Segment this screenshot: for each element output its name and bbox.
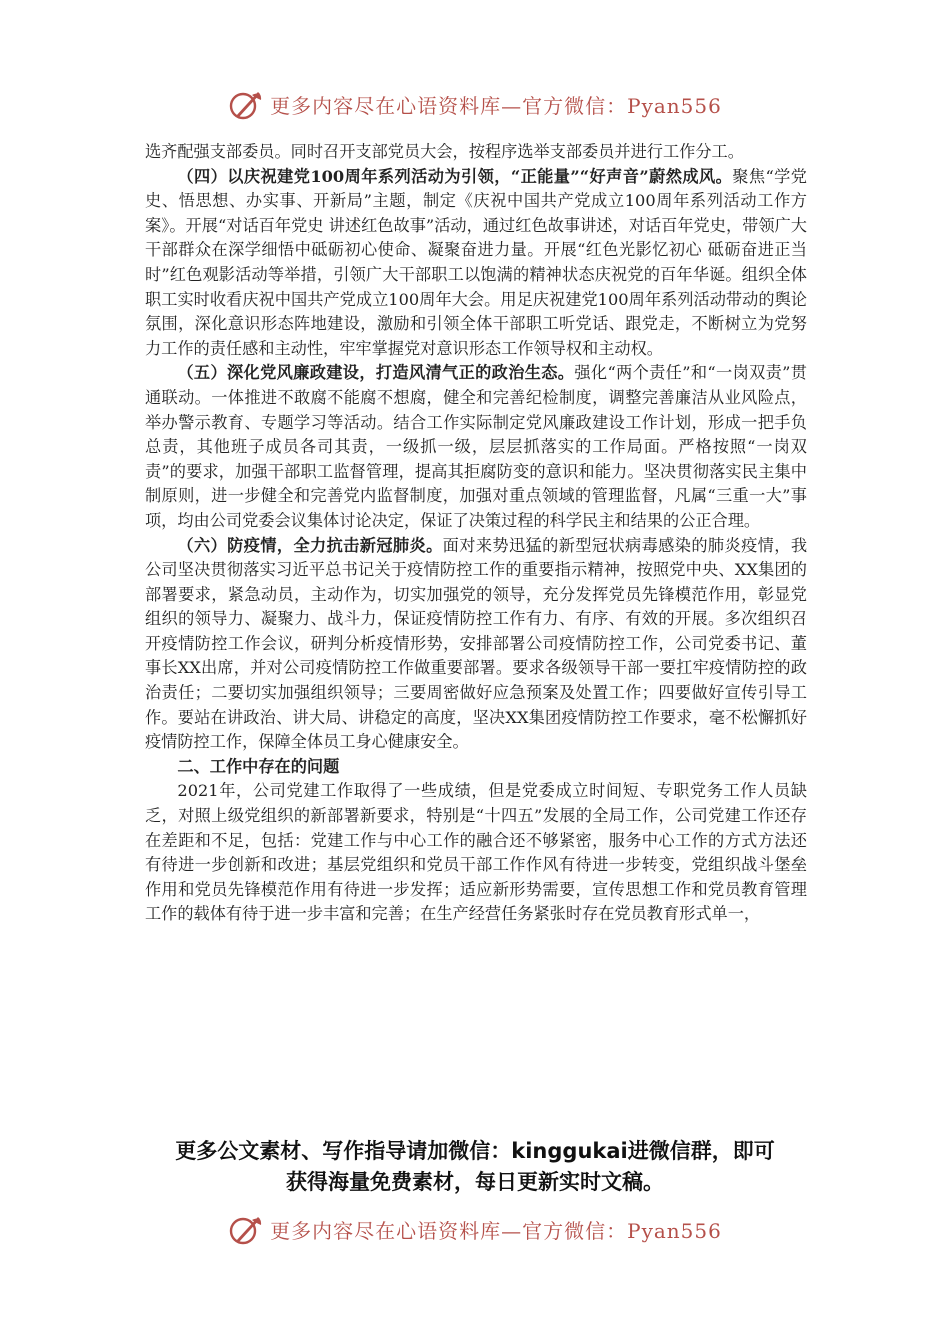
header-banner bbox=[0, 84, 950, 124]
paragraph-integrity bbox=[145, 361, 807, 533]
paragraph-continuation: 选齐配强支部委员。同时召开支部党员大会，按程序选举支部委员并进行工作分工。 bbox=[145, 142, 744, 161]
feather-pen-icon bbox=[228, 86, 264, 122]
paragraph-text: 面对来势迅猛的新型冠状病毒感染的肺炎疫情，我公司坚决贯彻落实习近平总书记关于疫情防控工作的重要指示精神，按照党中央、XX集团的部署要求，紧急动员，主动作为，切实加强党的领导，充分发挥党员先锋模范作用，彰显党组织的领导力、凝聚力、战斗力，保证疫情防控工作有力、有序、有效的开展。多次组织召开疫情防控工作会议，研判分析疫情形势，安排部署公司疫情防控工作，公司党委书记、董事长XX出席，并对公司疫情防控工作做重要部署。要求各级领导干部一要扛牢疫情防控的政治责任；二要切实加强组织领导；三要周密做好应急预案及处置工作；四要做好宣传引导工作。要站在讲政治、讲大局、讲稳定的高度，坚决XX集团疫情防控工作要求，毫不松懈抓好疫情防控工作，保障全体员工身心健康安全。 bbox=[145, 535, 808, 752]
paragraph-epidemic bbox=[145, 534, 807, 755]
paragraph-heading: （四）以庆祝建党100周年系列活动为引领，“正能量”“好声音”蔚然成风。 bbox=[177, 166, 733, 186]
footer-banner bbox=[0, 1209, 950, 1249]
paragraph-text: 强化“两个责任”和“一岗双责”贯通联动。一体推进不敢腐不能腐不想腐，健全和完善纪检制度，调整完善廉洁从业风险点，举办警示教育、专题学习等活动。结合工作实际制定党风廉政建设工作计划，形成一把手负总责，其他班子成员各司其责，一级抓一级，层层抓落实的工作局面。严格按照“一岗双责”的要求，加强干部职工监督管理，提高其拒腐防变的意识和能力。坚决贯彻落实民主集中制原则，进一步健全和完善党内监督制度，加强对重点领域的管理监督，凡属“三重一大”事项，均由公司党委会议集体讨论决定，保证了决策过程的科学民主和结果的公正合理。 bbox=[145, 363, 807, 530]
paragraph-heading: （五）深化党风廉政建设，打造风清气正的政治生态。 bbox=[177, 363, 575, 383]
footer-banner-text: 更多内容尽在心语资料库—官方微信：Pyan556 bbox=[270, 1218, 722, 1243]
header-banner-text: 更多内容尽在心语资料库—官方微信：Pyan556 bbox=[270, 93, 722, 118]
promo-notice bbox=[140, 1136, 810, 1198]
section-heading: 二、工作中存在的问题 bbox=[177, 756, 340, 776]
promo-line-2: 获得海量免费素材，每日更新实时文稿。 bbox=[286, 1170, 664, 1194]
paragraph-text: 聚焦“学党史、悟思想、办实事、开新局”主题，制定《庆祝中国共产党成立100周年系列活动工作方案》。开展“对话百年党史 讲述红色故事”活动，通过红色故事讲述，对话百年党史，带领广大干部群众在深学细悟中砥砺初心使命、凝聚奋进力量。开展“红色光影忆初心 砥砺奋进正当时”红色观影活动等举措，引领广大干部职工以饱满的精神状态庆祝党的百年华诞。组织全体职工实时收看庆祝中国共产党成立100周年大会。用足庆祝建党100周年系列活动带动的舆论氛围，深化意识形态阵地建设，激励和引领全体干部职工听党话、跟党走，不断树立为党努力工作的责任感和主动性，牢牢掌握党对意识形态工作领导权和主动权。 bbox=[145, 166, 807, 358]
document-body bbox=[145, 140, 807, 927]
paragraph-problems: 2021年，公司党建工作取得了一些成绩，但是党委成立时间短、专职党务工作人员缺乏，对照上级党组织的新部署新要求，特别是“十四五”发展的全局工作，公司党建工作还存在差距和不足，包括：党建工作与中心工作的融合还不够紧密，服务中心工作的方式方法还有待进一步创新和改进；基层党组织和党员干部工作作风有待进一步转变，党组织战斗堡垒作用和党员先锋模范作用有待进一步发挥；适应新形势需要，宣传思想工作和党员教育管理工作的载体有待于进一步丰富和完善；在生产经营任务紧张时存在党员教育形式单一， bbox=[145, 781, 807, 924]
paragraph-heading: （六）防疫情，全力抗击新冠肺炎。 bbox=[177, 535, 443, 555]
feather-pen-icon bbox=[228, 1211, 264, 1247]
promo-line-1: 更多公文素材、写作指导请加微信：kinggukai进微信群，即可 bbox=[175, 1139, 775, 1163]
paragraph-celebration bbox=[145, 165, 807, 362]
